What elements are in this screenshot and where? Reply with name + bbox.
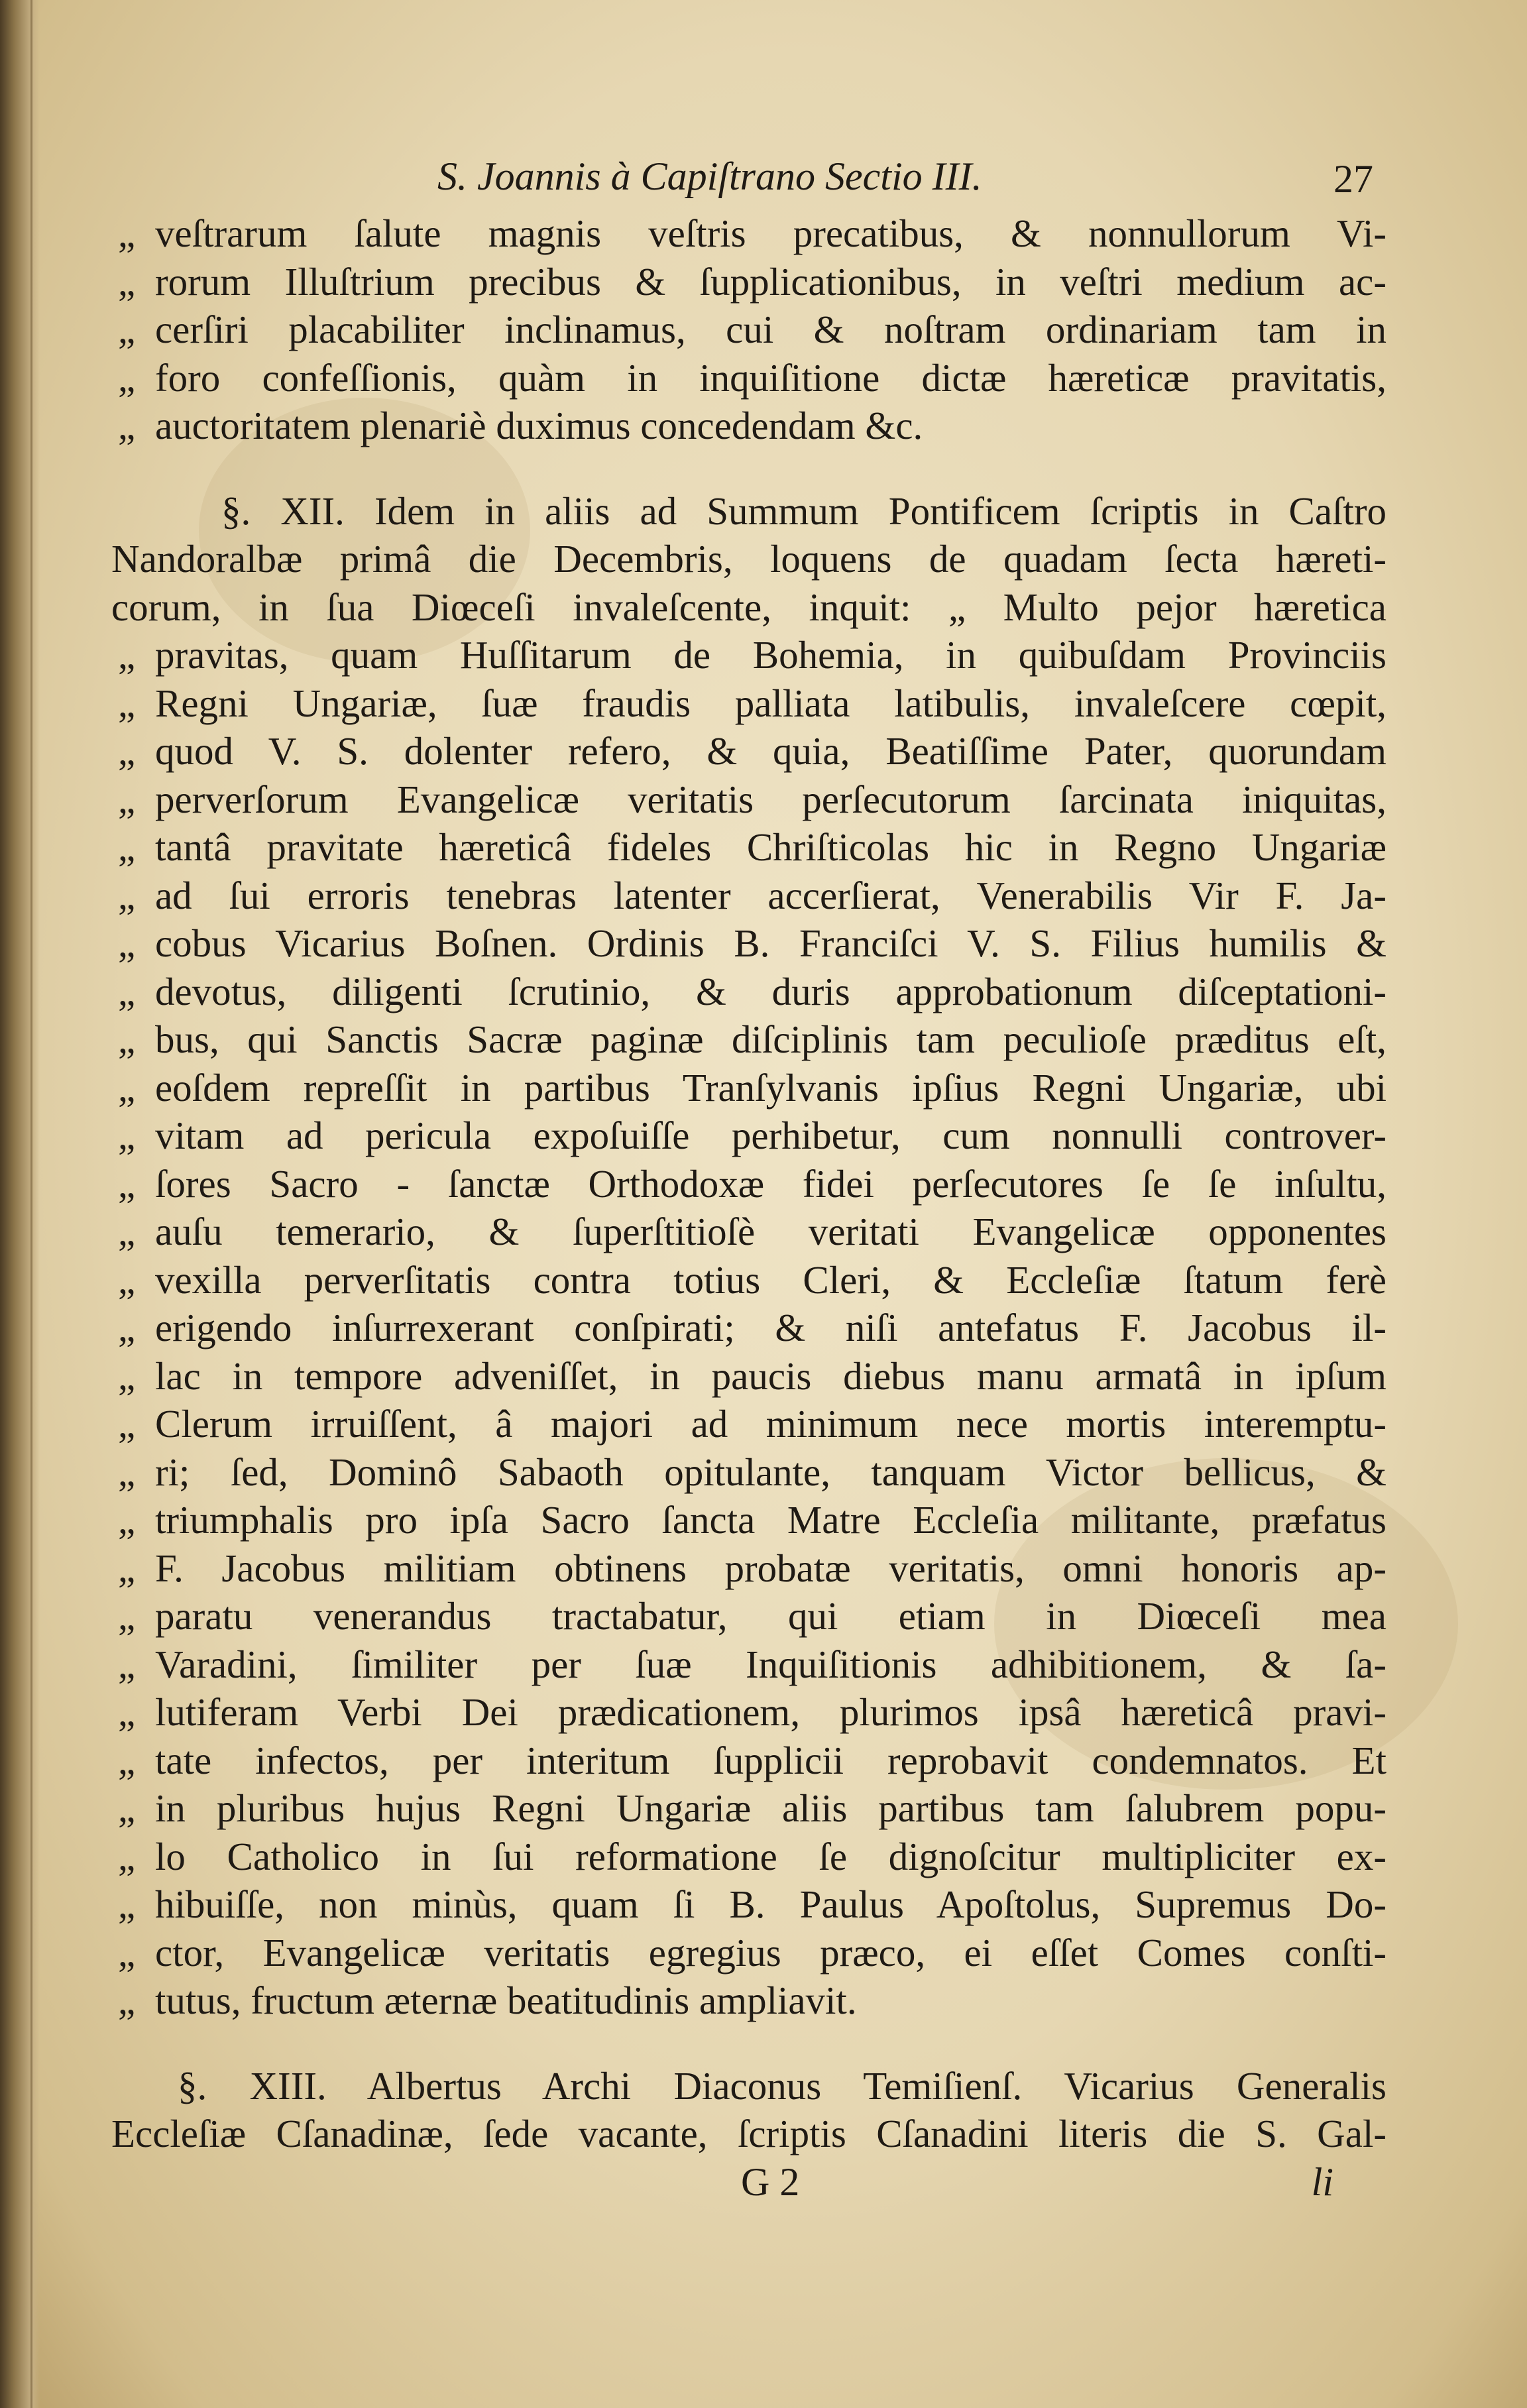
running-title: S. Joannis à Capiſtrano Sectio III. (437, 154, 982, 198)
line-text: cobus Vicarius Boſnen. Ordinis B. Franciſci V. S. Filius humilis & (155, 921, 1386, 965)
line-text: tate infectos, per interitum ſupplicii reprobavit condemnatos. Et (155, 1738, 1386, 1782)
page-binding-edge (0, 0, 40, 2408)
page-text (111, 154, 1386, 2212)
page-footer (111, 2159, 1386, 2212)
text-line (111, 823, 1386, 872)
line-text: erigendo inſurrexerant conſpirati; & niſi antefatus F. Jacobus il- (155, 1306, 1386, 1349)
text-line (111, 1544, 1386, 1593)
text-line (111, 306, 1386, 354)
paragraph-quotation-end (111, 209, 1386, 450)
line-text: ri; ſed, Dominô Sabaoth opitulante, tanquam Victor bellicus, & (155, 1450, 1386, 1494)
line-text: in pluribus hujus Regni Ungariæ aliis partibus tam ſalubrem popu- (155, 1786, 1386, 1830)
paragraph-section-xii (111, 487, 1386, 2025)
binding-crease (30, 0, 32, 2408)
paragraph-gap (111, 450, 1386, 487)
text-line (111, 727, 1386, 775)
line-text: vitam ad pericula expoſuiſſe perhibetur, cum nonnulli controver- (155, 1114, 1386, 1157)
line-text: rorum Illuſtrium precibus & ſupplicationibus, in veſtri medium ac- (155, 259, 1386, 304)
quote-mark: „ (118, 1978, 136, 2022)
quote-mark: „ (118, 1114, 136, 1157)
line-text: Regni Ungariæ, ſuæ fraudis palliata latibulis, invaleſcere cœpit, (155, 681, 1386, 725)
line-text: triumphalis pro ipſa Sacro ſancta Matre Eccleſia militante, præfatus (155, 1498, 1386, 1542)
catchword: li (1311, 2159, 1333, 2204)
text-line (111, 1256, 1386, 1304)
text-line (111, 1448, 1386, 1497)
line-text: perverſorum Evangelicæ veritatis perſecutorum ſarcinata iniquitas, (155, 777, 1386, 821)
text-line (111, 1640, 1386, 1689)
text-line (111, 679, 1386, 728)
quote-mark: „ (118, 1642, 136, 1686)
quote-mark: „ (118, 921, 136, 965)
line-text: tutus, fructum æternæ beatitudinis ampliavit. (155, 1978, 857, 2022)
quote-mark: „ (118, 355, 136, 400)
quote-mark: „ (118, 1210, 136, 1253)
line-text: vexilla perverſitatis contra totius Cleri, & Eccleſiæ ſtatum ferè (155, 1257, 1386, 1302)
text-line (111, 209, 1386, 258)
line-text: Clerum irruiſſent, â majori ad minimum nece mortis interemptu- (155, 1402, 1386, 1446)
text-line (111, 535, 1386, 583)
signature-mark: G 2 (741, 2159, 800, 2204)
text-line (111, 583, 1386, 632)
quote-mark: „ (118, 1161, 136, 1206)
quote-mark: „ (118, 1594, 136, 1638)
quote-mark: „ (118, 404, 136, 447)
line-text: pravitas, quam Huſſitarum de Bohemia, in quibuſdam Provinciis (155, 633, 1386, 677)
text-line (111, 872, 1386, 920)
quote-mark: „ (118, 1834, 136, 1878)
line-text: auſu temerario, & ſuperſtitioſè veritati Evangelicæ opponentes (155, 1210, 1386, 1253)
page-number: 27 (1333, 157, 1373, 201)
text-line (111, 1833, 1386, 1881)
text-line (111, 775, 1386, 824)
text-line (111, 1160, 1386, 1208)
line-text: bus, qui Sanctis Sacræ paginæ diſciplinis tam peculioſe præditus eſt, (155, 1017, 1386, 1061)
quote-mark: „ (118, 1690, 136, 1734)
line-text: lutiferam Verbi Dei prædicationem, plurimos ipsâ hæreticâ pravi- (155, 1690, 1386, 1734)
quote-mark: „ (118, 873, 136, 917)
line-text: Nandoralbæ primâ die Decembris, loquens de quadam ſecta hæreti- (111, 537, 1386, 581)
line-text: §. XII. Idem in aliis ad Summum Pontificem ſcriptis in Caſtro (221, 488, 1386, 533)
text-line (111, 1400, 1386, 1448)
line-text: quod V. S. dolenter refero, & quia, Beatiſſime Pater, quorundam (155, 729, 1386, 773)
quote-mark: „ (118, 1065, 136, 1110)
text-line (111, 1880, 1386, 1929)
quote-mark: „ (118, 729, 136, 773)
line-text: devotus, diligenti ſcrutinio, & duris approbationum diſceptationi- (155, 969, 1386, 1013)
text-line (111, 1784, 1386, 1833)
line-text: cerſiri placabiliter inclinamus, cui & noſtram ordinariam tam in (155, 308, 1386, 351)
text-line (111, 1977, 1386, 2025)
quote-mark: „ (118, 211, 136, 255)
line-text: veſtrarum ſalute magnis veſtris precatibus, & nonnullorum Vi- (155, 211, 1386, 255)
quote-mark: „ (118, 969, 136, 1013)
text-line (111, 1592, 1386, 1640)
text-line (111, 1496, 1386, 1544)
text-line (111, 919, 1386, 968)
quote-mark: „ (118, 1786, 136, 1830)
quote-mark: „ (118, 1402, 136, 1446)
text-line (111, 1304, 1386, 1352)
line-text: Varadini, ſimiliter per ſuæ Inquiſitionis adhibitionem, & ſa- (155, 1642, 1386, 1686)
line-text: lo Catholico in ſui reformatione ſe dignoſcitur multipliciter ex- (155, 1834, 1386, 1878)
text-line (111, 402, 1386, 450)
line-text: auctoritatem plenariè duximus concedendam &c. (155, 404, 923, 447)
text-line (111, 1352, 1386, 1401)
line-text: ctor, Evangelicæ veritatis egregius præco, ei eſſet Comes conſti- (155, 1930, 1386, 1975)
line-text: paratu venerandus tractabatur, qui etiam in Diœceſi mea (155, 1594, 1386, 1638)
quote-mark: „ (118, 1306, 136, 1349)
quote-mark: „ (118, 1546, 136, 1590)
line-text: foro confeſſionis, quàm in inquiſitione dictæ hæreticæ pravitatis, (155, 355, 1386, 400)
text-line (111, 258, 1386, 306)
quote-mark: „ (118, 1498, 136, 1542)
text-line (111, 631, 1386, 679)
line-text: hibuiſſe, non minùs, quam ſi B. Paulus Apoſtolus, Supremus Do- (155, 1882, 1386, 1926)
quote-mark: „ (118, 1450, 136, 1494)
quote-mark: „ (118, 633, 136, 677)
line-text: lac in tempore adveniſſet, in paucis diebus manu armatâ in ipſum (155, 1353, 1386, 1398)
quote-mark: „ (118, 1257, 136, 1302)
quote-mark: „ (118, 825, 136, 869)
quote-mark: „ (118, 1738, 136, 1782)
line-text: eoſdem repreſſit in partibus Tranſylvanis ipſius Regni Ungariæ, ubi (155, 1065, 1386, 1110)
quote-mark: „ (118, 1882, 136, 1926)
running-header (111, 154, 1386, 209)
line-text: §. XIII. Albertus Archi Diaconus Temiſienſ. Vicarius Generalis (178, 2063, 1386, 2108)
line-text: corum, in ſua Diœceſi invaleſcente, inquit: „ Multo pejor hæretica (111, 585, 1386, 629)
text-line (111, 1064, 1386, 1112)
text-line (111, 968, 1386, 1016)
line-text: Eccleſiæ Cſanadinæ, ſede vacante, ſcriptis Cſanadini literis die S. Gal- (111, 2112, 1386, 2155)
line-text: ad ſui erroris tenebras latenter accerſierat, Venerabilis Vir F. Ja- (155, 873, 1386, 917)
quote-mark: „ (118, 1353, 136, 1398)
text-line (111, 1015, 1386, 1064)
quote-mark: „ (118, 777, 136, 821)
quote-mark: „ (118, 259, 136, 304)
quote-mark: „ (118, 1017, 136, 1061)
text-line (111, 1688, 1386, 1737)
paragraph-section-xiii (111, 2062, 1386, 2158)
text-line (111, 2062, 1386, 2110)
text-line (111, 1208, 1386, 1256)
text-line (111, 1112, 1386, 1160)
text-line (111, 2110, 1386, 2158)
text-line (111, 487, 1386, 536)
paragraph-gap (111, 2025, 1386, 2062)
text-line (111, 354, 1386, 402)
line-text: tantâ pravitate hæreticâ fideles Chriſticolas hic in Regno Ungariæ (155, 825, 1386, 869)
quote-mark: „ (118, 308, 136, 351)
quote-mark: „ (118, 681, 136, 725)
text-line (111, 1737, 1386, 1785)
line-text: F. Jacobus militiam obtinens probatæ veritatis, omni honoris ap- (155, 1546, 1386, 1590)
line-text: ſores Sacro - ſanctæ Orthodoxæ fidei perſecutores ſe ſe inſultu, (155, 1161, 1386, 1206)
quote-mark: „ (118, 1930, 136, 1975)
text-line (111, 1929, 1386, 1977)
